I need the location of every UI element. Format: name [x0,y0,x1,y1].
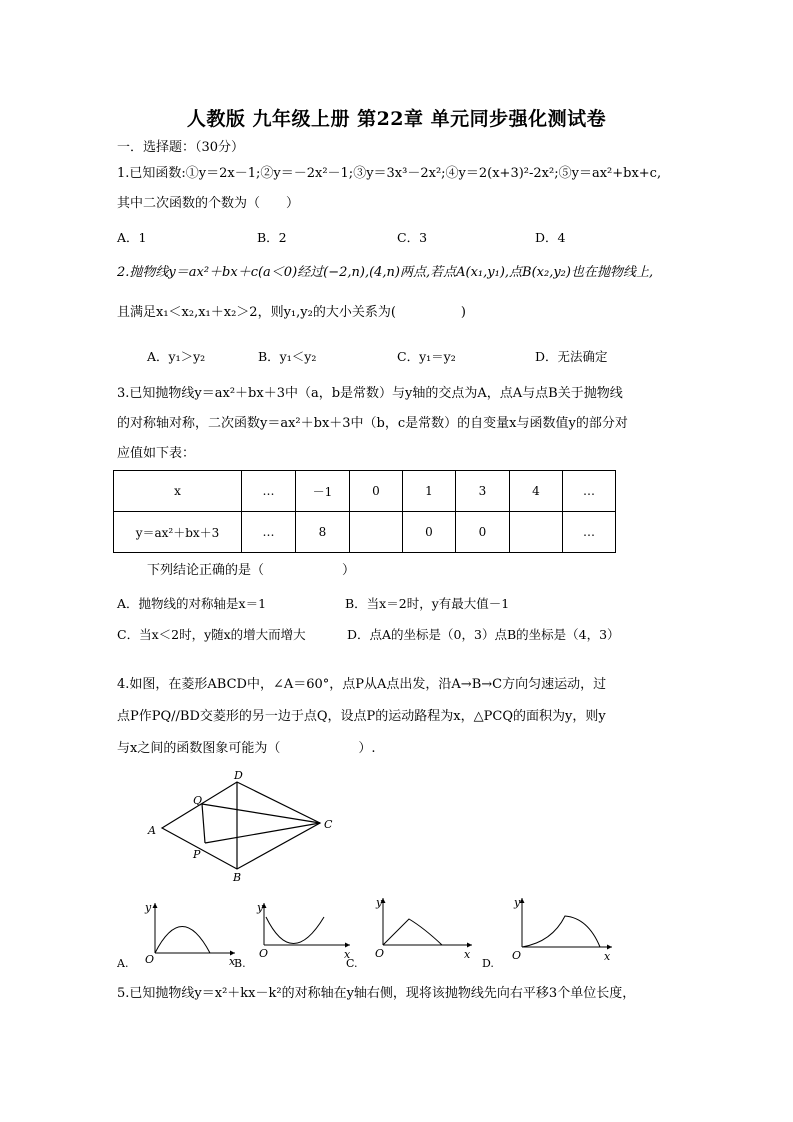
axis-label-x: x [229,955,236,968]
origin-label: O [259,947,269,960]
q4-line1: 4.如图，在菱形ABCD中，∠A＝60°，点P从A点出发，沿A→B→C方向匀速运动，过 [117,677,607,692]
table-cell: y＝ax²＋bx＋3 [114,512,242,553]
axis-label-y: y [257,901,264,914]
table-cell: 8 [296,512,350,553]
graph-option-label: B. [234,957,246,970]
q1-option-c: C．3 [397,230,428,245]
rhombus-figure [140,765,350,885]
q2-option-a: A．y₁＞y₂ [147,349,206,364]
table-cell: 0 [350,471,403,512]
table-cell [510,512,563,553]
axis-label-y: y [376,896,383,909]
q4-line2: 点P作PQ//BD交菱形的另一边于点Q，设点P的运动路程为x，△PCQ的面积为y，则y [117,709,606,724]
point-label-p: P [193,848,201,861]
q3-option-d: D．点A的坐标是（0，3）点B的坐标是（4，3） [347,627,620,642]
table-cell: … [563,512,616,553]
q2-line1: 2.抛物线y＝ax²＋bx＋c(a＜0)经过(−2,n),(4,n)两点,若点A(x₁,y₁),点B(x₂,y₂)也在抛物线上, [117,265,654,280]
page-title: 人教版 九年级上册 第22章 单元同步强化测试卷 [186,108,607,130]
graph-option-d [480,890,620,970]
section-heading: 一．选择题：（30分） [117,140,245,155]
axis-label-y: y [514,896,521,909]
q3-option-a: A．抛物线的对称轴是x＝1 [117,596,267,611]
table-cell [350,512,403,553]
q1-line2: 其中二次函数的个数为（ ） [117,196,300,211]
axis-label-x: x [344,948,351,961]
q1-option-b: B．2 [257,230,287,245]
table-cell: 0 [403,512,456,553]
vertex-label-b: B [233,871,242,884]
q2-line2: 且满足x₁＜x₂,x₁＋x₂＞2，则y₁,y₂的大小关系为( ) [117,305,466,320]
q3-prompt: 下列结论正确的是（ ） [147,563,356,578]
table-cell: 0 [456,512,510,553]
origin-label: O [375,947,385,960]
table-cell: 3 [456,471,510,512]
q3-option-b: B．当x＝2时，y有最大值－1 [345,596,510,611]
q3-option-c: C．当x＜2时，y随x的增大而增大 [117,627,306,642]
vertex-label-c: C [324,818,333,831]
table-cell: －1 [296,471,350,512]
q1-option-d: D．4 [535,230,566,245]
q2-option-d: D．无法确定 [535,349,608,364]
q5-line1: 5.已知抛物线y＝x²＋kx－k²的对称轴在y轴右侧，现将该抛物线先向右平移3个单位长度， [117,986,636,1001]
graph-option-b [232,895,357,970]
table-cell: … [563,471,616,512]
graph-option-a [117,895,242,970]
axis-label-y: y [145,901,152,914]
q2-option-b: B．y₁＜y₂ [258,349,317,364]
q2-option-c: C．y₁＝y₂ [397,349,456,364]
table-cell: … [242,471,296,512]
q1-line1: 1.已知函数:①y＝2x－1;②y＝－2x²－1;③y＝3x³－2x²;④y＝2(x+3)²-2x²;⑤y＝ax²+bx+c, [117,166,662,181]
point-label-q: Q [193,794,203,807]
axis-label-x: x [604,950,611,963]
vertex-label-a: A [148,824,156,837]
table-row [114,512,616,553]
table-cell: x [114,471,242,512]
table-cell: 4 [510,471,563,512]
graph-option-c [346,890,476,970]
vertex-label-d: D [234,769,243,782]
graph-option-label: D. [482,957,494,970]
q3-line3: 应值如下表： [117,446,196,461]
origin-label: O [145,953,155,966]
q4-line3: 与x之间的函数图象可能为（ ）. [117,741,376,756]
axis-label-x: x [464,948,471,961]
q3-line1: 3.已知抛物线y＝ax²＋bx＋3中（a，b是常数）与y轴的交点为A，点A与点B关于抛物线 [117,386,623,401]
value-table [113,470,616,553]
graph-option-label: C. [346,957,358,970]
q1-option-a: A．1 [117,230,147,245]
origin-label: O [512,949,522,962]
q3-line2: 的对称轴对称，二次函数y＝ax²＋bx＋3中（b，c是常数）的自变量x与函数值y的部分对 [117,416,628,431]
table-cell: … [242,512,296,553]
table-row [114,471,616,512]
graph-option-label: A. [117,957,129,970]
table-cell: 1 [403,471,456,512]
